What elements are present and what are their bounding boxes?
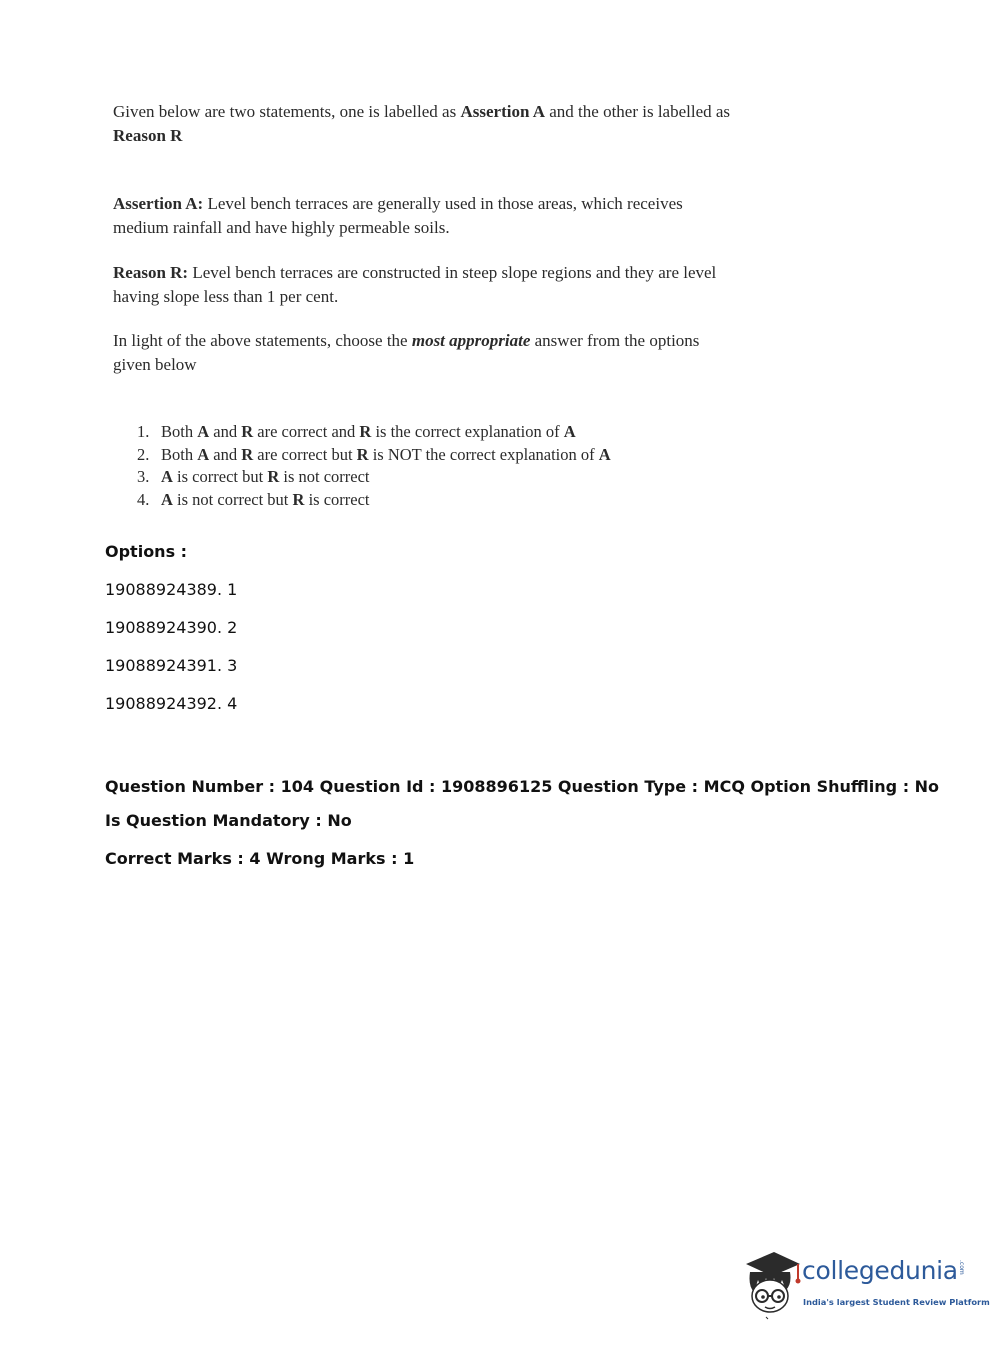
choice-text: A <box>197 422 210 441</box>
choice-text: is the correct explanation of <box>371 422 564 441</box>
answer-choice <box>137 466 611 489</box>
choice-text: is correct <box>304 490 370 510</box>
choice-number: 1. <box>137 422 150 441</box>
choice-text: R <box>241 444 254 464</box>
assertion-statement: Assertion A: Level bench terraces are generally used in those areas, which receives medium rainfall and have highly permeable soils. <box>113 194 683 237</box>
question-meta-line: Question Number : 104 Question Id : 1908896125 Question Type : MCQ Option Shuffling : No <box>105 777 940 796</box>
option-item: 19088924391. 3 <box>105 656 238 675</box>
collegedunia-logo <box>740 1250 990 1320</box>
choice-text: is correct but <box>172 467 268 487</box>
answer-choice <box>137 444 611 467</box>
brand-name: collegedunia <box>802 1256 958 1285</box>
choice-text: is not correct but <box>172 490 293 510</box>
choice-text: A <box>563 422 576 441</box>
answer-choice <box>137 421 611 444</box>
answer-choices <box>137 421 611 512</box>
choice-text: R <box>241 422 254 441</box>
choice-text: is NOT the correct explanation of <box>368 444 599 464</box>
choice-text: A <box>197 444 210 464</box>
choice-text: A <box>161 490 173 510</box>
choice-text: Both <box>161 422 198 441</box>
choice-text: A <box>598 444 611 464</box>
question-marks-line: Correct Marks : 4 Wrong Marks : 1 <box>105 849 415 868</box>
options-section <box>105 540 237 730</box>
question-intro: Given below are two statements, one is labelled as Assertion A and the other is labelled as Reason R <box>113 102 731 145</box>
choice-text: A <box>161 467 173 487</box>
question-instruction: In light of the above statements, choose the most appropriate answer from the options given below <box>113 331 700 374</box>
options-title: Options : <box>105 542 188 561</box>
choice-text: are correct but <box>253 444 357 464</box>
choice-text: is not correct <box>279 467 370 487</box>
brand-domain: .com <box>958 1260 965 1275</box>
option-item: 19088924392. 4 <box>105 694 238 713</box>
answer-choice <box>137 489 611 512</box>
option-item: 19088924389. 1 <box>105 580 238 599</box>
choice-number: 3. <box>137 467 150 487</box>
question-mandatory-line: Is Question Mandatory : No <box>105 811 352 830</box>
choice-number: 4. <box>137 490 150 510</box>
choice-text: R <box>267 467 280 487</box>
mascot-icon <box>740 1250 804 1320</box>
question-metadata <box>105 775 939 871</box>
choice-text: R <box>356 444 369 464</box>
choice-text: Both <box>161 444 198 464</box>
reason-statement: Reason R: Level bench terraces are constructed in steep slope regions and they are level having slope less than 1 per cent. <box>113 263 717 306</box>
choice-text: R <box>292 490 305 510</box>
choice-text: are correct and <box>253 422 360 441</box>
choice-number: 2. <box>137 444 150 464</box>
brand-tagline: India's largest Student Review Platform <box>803 1297 990 1307</box>
choice-text: and <box>209 422 242 441</box>
choice-text: and <box>209 444 242 464</box>
option-item: 19088924390. 2 <box>105 618 238 637</box>
choice-text: R <box>359 422 372 441</box>
